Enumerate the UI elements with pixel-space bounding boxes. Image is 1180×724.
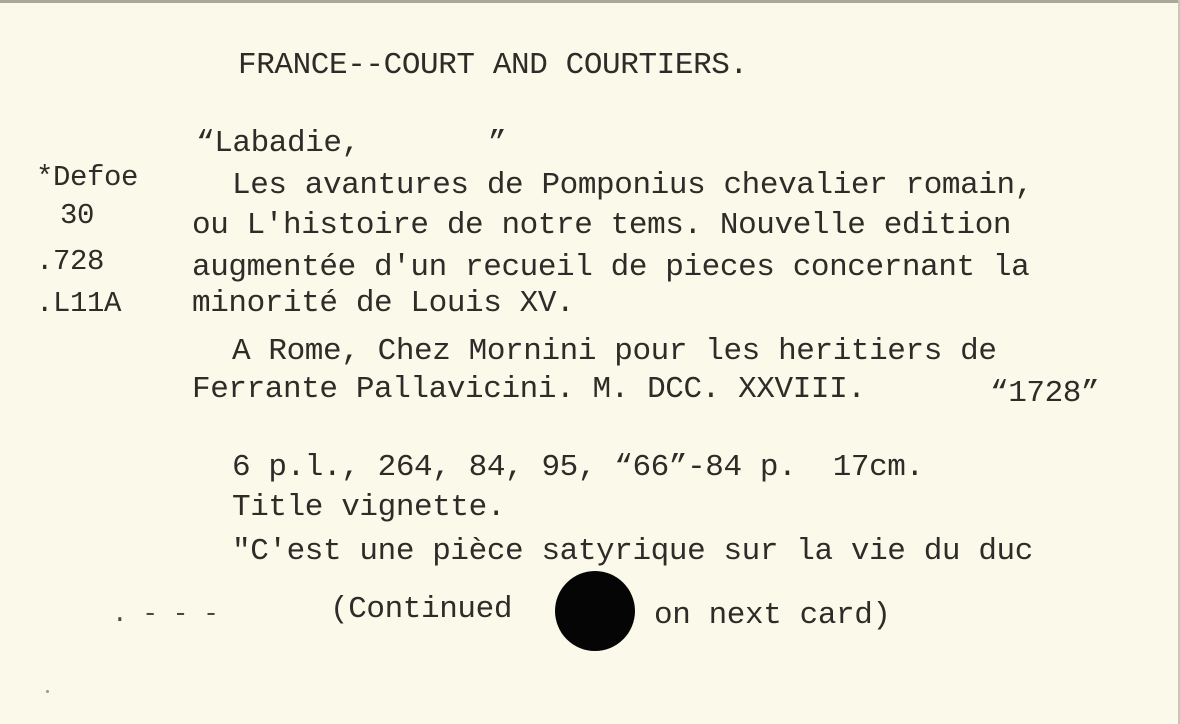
- title-line-4: minorité de Louis XV.: [192, 286, 575, 321]
- imprint-line-2: Ferrante Pallavicini. M. DCC. XXVIII.: [192, 372, 866, 407]
- continuation-dashes: . - - -: [112, 599, 219, 629]
- collation: 6 p.l., 264, 84, 95, “66”-84 p. 17cm.: [232, 450, 924, 485]
- author-entry: “Labadie,: [196, 126, 360, 161]
- note-line-1: Title vignette.: [232, 490, 506, 525]
- card-top-edge: [0, 0, 1180, 3]
- punch-hole: [555, 571, 635, 651]
- call-number-line-1: *Defoe: [36, 161, 139, 194]
- continuation-text-right: on next card): [654, 598, 891, 633]
- title-line-3: augmentée d'un recueil de pieces concernant la: [192, 250, 1030, 285]
- title-line-1: Les avantures de Pomponius chevalier romain,: [232, 168, 1033, 203]
- subject-heading: FRANCE--COURT AND COURTIERS.: [238, 48, 748, 83]
- imprint-date: “1728”: [990, 376, 1100, 411]
- note-line-2: "C'est une pièce satyrique sur la vie du duc: [232, 534, 1033, 569]
- author-bracket-close: ”: [488, 126, 507, 161]
- continuation-text-left: (Continued: [330, 592, 513, 627]
- paper-speck: [46, 690, 49, 693]
- call-number-line-3: .728: [36, 245, 105, 278]
- call-number-line-4: .L11A: [36, 287, 122, 320]
- call-number-line-2: 30: [60, 199, 95, 232]
- imprint-line-1: A Rome, Chez Mornini pour les heritiers de: [232, 334, 997, 369]
- title-line-2: ou L'histoire de notre tems. Nouvelle edition: [192, 208, 1012, 243]
